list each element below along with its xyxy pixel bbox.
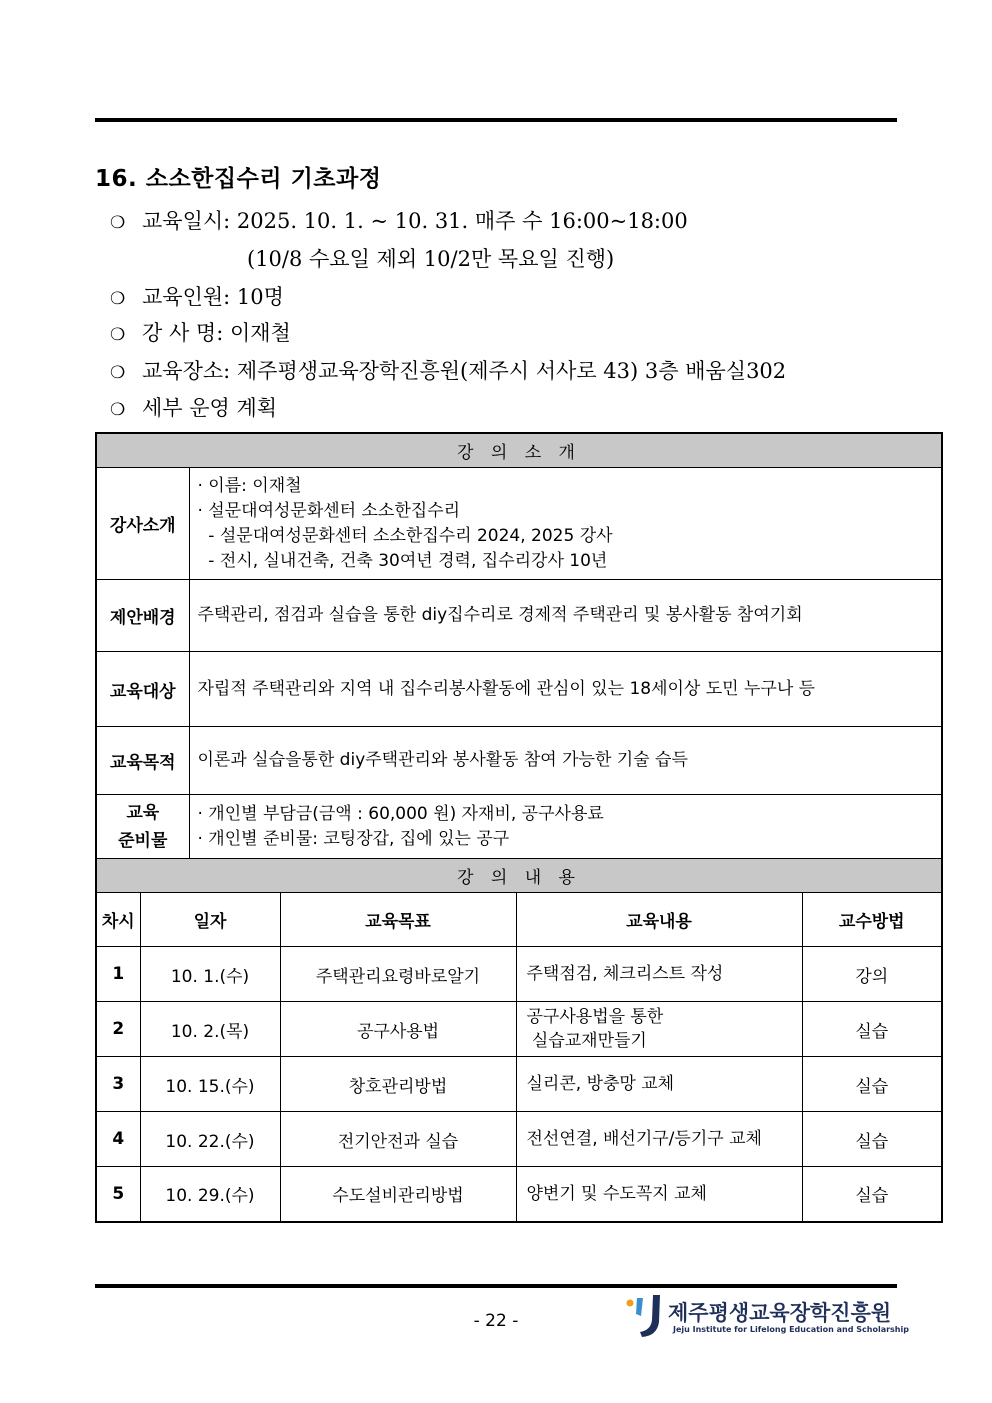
content-title: 강 의 내 용	[96, 859, 942, 893]
logo-dot-icon	[627, 1300, 634, 1307]
row-label: 교육대상	[96, 652, 189, 727]
col-header: 차시	[96, 893, 140, 947]
org-name: 제주평생교육장학진흥원	[668, 1301, 892, 1325]
col-header: 일자	[140, 893, 280, 947]
section-heading: 16. 소소한집수리 기초과정	[95, 166, 382, 192]
col-header: 교육목표	[280, 893, 516, 947]
intro-row-target	[96, 652, 942, 727]
logo-mark-navy-icon	[640, 1295, 660, 1337]
bottom-rule	[95, 1284, 897, 1288]
logo-mark-blue-icon	[636, 1298, 643, 1316]
row-label: 교육 준비물	[96, 795, 189, 859]
bullet-date: ❍ 교육일시: 2025. 10. 1. ~ 10. 31. 매주 수 16:00~18:00	[110, 209, 688, 233]
row-value: 자립적 주택관리와 지역 내 집수리봉사활동에 관심이 있는 18세이상 도민 누구나 등	[189, 652, 942, 727]
bullet-date-note: (10/8 수요일 제외 10/2만 목요일 진행)	[247, 247, 615, 271]
top-rule	[95, 118, 897, 122]
intro-row-goal	[96, 727, 942, 795]
row-value: 주택관리, 점검과 실습을 통한 diy집수리로 경제적 주택관리 및 봉사활동 참여기회	[189, 580, 942, 652]
table-row: 2 10. 2.(목) 공구사용법 공구사용법을 통한 실습교재만들기 실습	[96, 1002, 942, 1057]
intro-row-background	[96, 580, 942, 652]
bullet-mark: ❍	[110, 289, 126, 309]
table-row: 5 10. 29.(수) 수도설비관리방법 양변기 및 수도꼭지 교체 실습	[96, 1167, 942, 1222]
bullet-mark: ❍	[110, 213, 126, 233]
bullet-mark: ❍	[110, 325, 126, 345]
row-label: 강사소개	[96, 468, 189, 580]
col-header: 교수방법	[802, 893, 942, 947]
row-value: · 이름: 이재철 · 설문대여성문화센터 소소한집수리 - 설문대여성문화센터 소소한집수리 2024, 2025 강사 - 전시, 실내건축, 건축 30여년 경력, 집수리강사 10년	[189, 468, 942, 580]
row-label: 교육목적	[96, 727, 189, 795]
bullet-place: ❍ 교육장소: 제주평생교육장학진흥원(제주시 서사로 43) 3층 배움실302	[110, 359, 787, 383]
course-table	[95, 432, 943, 1223]
content-header-row	[96, 893, 942, 947]
intro-row-instructor	[96, 468, 942, 580]
table-row: 4 10. 22.(수) 전기안전과 실습 전선연결, 배선기구/등기구 교체 실습	[96, 1112, 942, 1167]
col-header: 교육내용	[516, 893, 802, 947]
intro-row-materials	[96, 795, 942, 859]
page-number: - 22 -	[473, 1311, 519, 1331]
bullet-instructor: ❍ 강 사 명: 이재철	[110, 321, 291, 345]
bullet-mark: ❍	[110, 400, 126, 420]
bullet-mark: ❍	[110, 363, 126, 383]
intro-title: 강 의 소 개	[96, 433, 942, 468]
table-row: 1 10. 1.(수) 주택관리요령바로알기 주택점검, 체크리스트 작성 강의	[96, 947, 942, 1002]
bullet-plan: ❍ 세부 운영 계획	[110, 396, 278, 420]
row-value: 이론과 실습을통한 diy주택관리와 봉사활동 참여 가능한 기술 습득	[189, 727, 942, 795]
bullet-capacity: ❍ 교육인원: 10명	[110, 285, 284, 309]
row-label: 제안배경	[96, 580, 189, 652]
row-value: · 개인별 부담금(금액 : 60,000 원) 자재비, 공구사용료 · 개인별 준비물: 코팅장갑, 집에 있는 공구	[189, 795, 942, 859]
table-row: 3 10. 15.(수) 창호관리방법 실리콘, 방충망 교체 실습	[96, 1057, 942, 1112]
org-english-name: Jeju Institute for Lifelong Education and Scholarship	[673, 1325, 909, 1334]
